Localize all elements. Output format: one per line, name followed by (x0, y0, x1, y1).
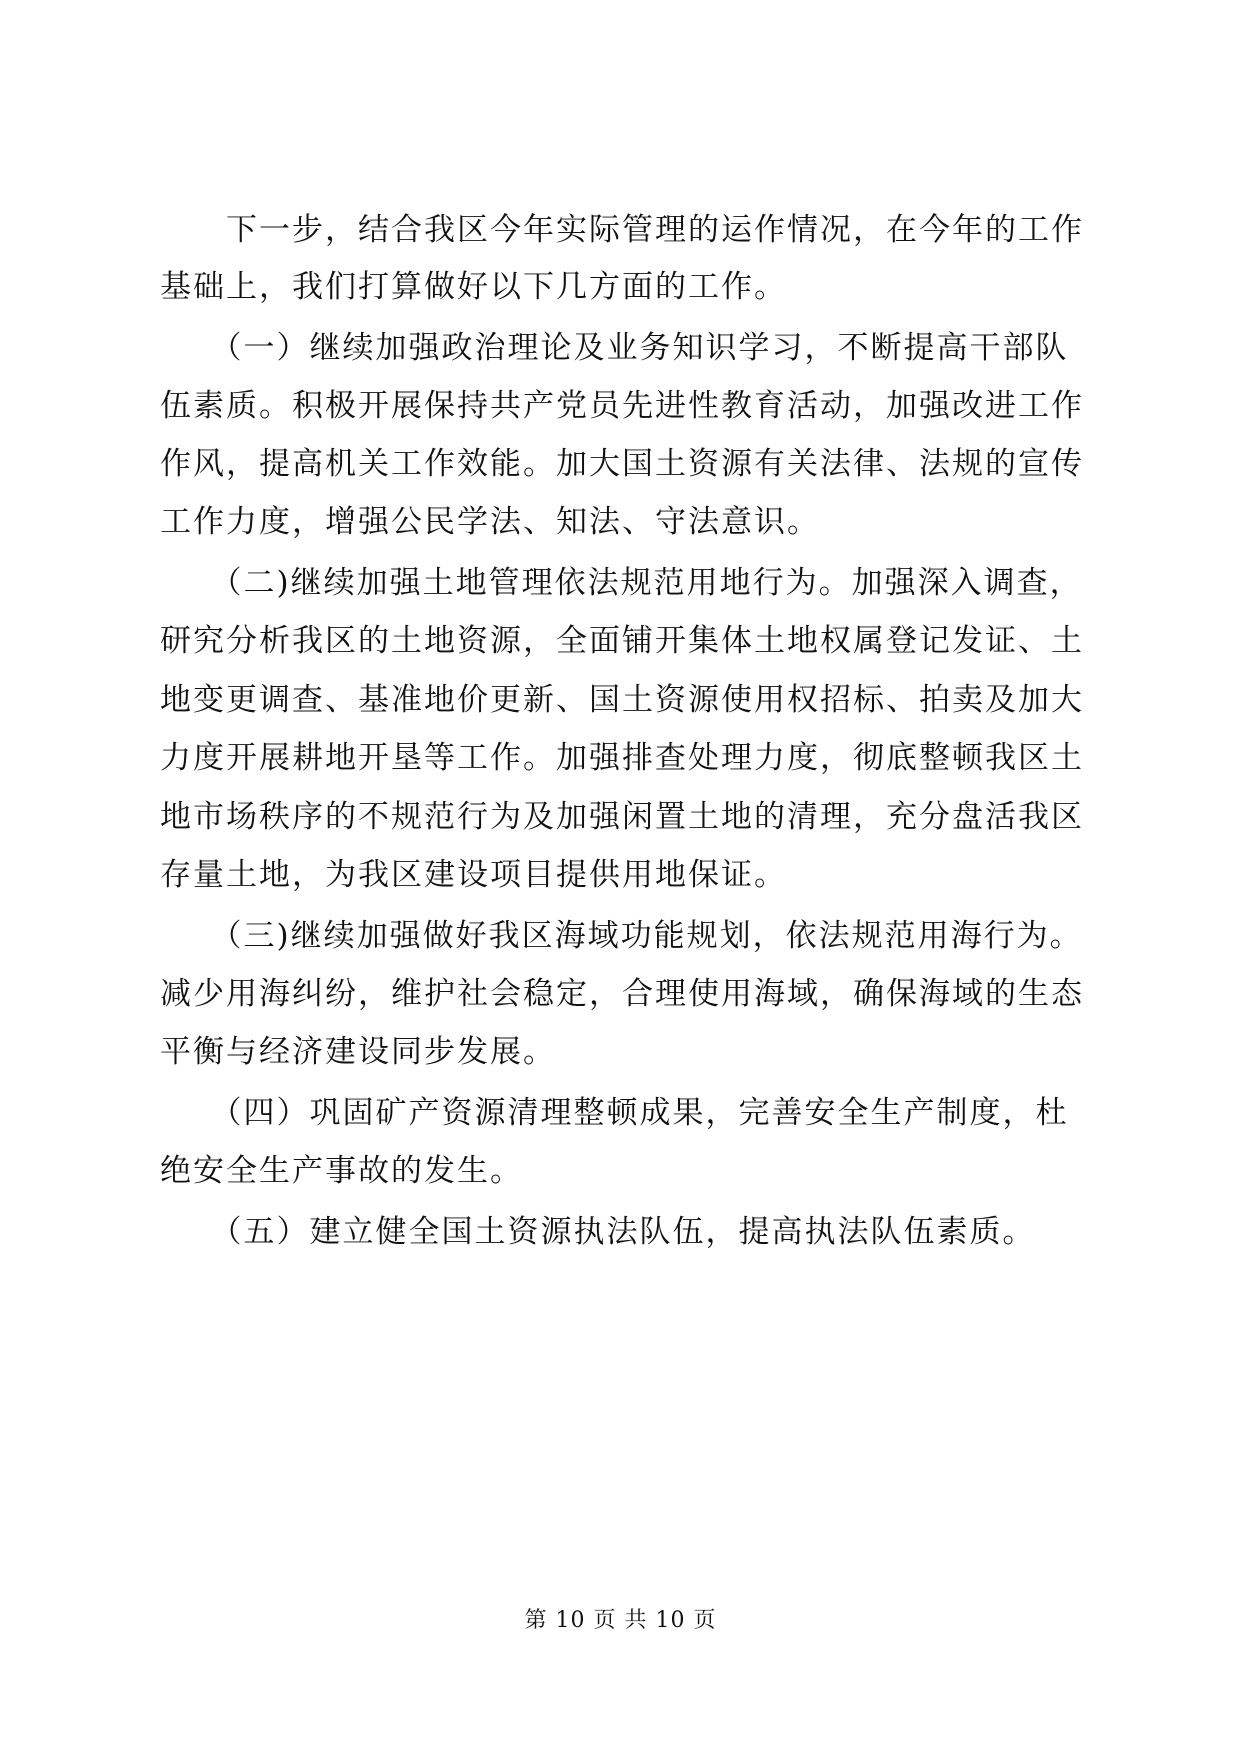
paragraph-4-line-2: 减少用海纠纷，维护社会稳定，合理使用海域，确保海域的生态 (160, 976, 1084, 1012)
paragraph-2-line-4: 工作力度，增强公民学法、知法、守法意识。 (160, 504, 820, 540)
paragraph-3-line-6: 存量土地，为我区建设项目提供用地保证。 (160, 857, 787, 893)
paragraph-1-line-1: 下一步，结合我区今年实际管理的运作情况，在今年的工作 (160, 212, 1084, 248)
paragraph-2-line-2: 伍素质。积极开展保持共产党员先进性教育活动，加强改进工作 (160, 388, 1084, 424)
paragraph-5-line-1: （四）巩固矿产资源清理整顿成果，完善安全生产制度，杜 (160, 1095, 1069, 1131)
paragraph-3-line-3: 地变更调查、基准地价更新、国土资源使用权招标、拍卖及加大 (160, 682, 1084, 718)
paragraph-3-line-2: 研究分析我区的土地资源，全面铺开集体土地权属登记发证、土 (160, 623, 1084, 659)
page-number-footer: 第 10 页 共 10 页 (524, 1608, 717, 1633)
paragraph-3-line-5: 地市场秩序的不规范行为及加强闲置土地的清理，充分盘活我区 (160, 799, 1084, 835)
paragraph-3-line-1: （二)继续加强土地管理依法规范用地行为。加强深入调查， (160, 565, 1083, 601)
paragraph-5-line-2: 绝安全生产事故的发生。 (160, 1153, 523, 1189)
paragraph-2-line-1: （一）继续加强政治理论及业务知识学习，不断提高干部队 (160, 330, 1069, 366)
paragraph-6-line-1: （五）建立健全国土资源执法队伍，提高执法队伍素质。 (160, 1214, 1036, 1250)
paragraph-3-line-4: 力度开展耕地开垦等工作。加强排查处理力度，彻底整顿我区土 (160, 740, 1084, 776)
paragraph-1-line-2: 基础上，我们打算做好以下几方面的工作。 (160, 269, 787, 305)
paragraph-4-line-3: 平衡与经济建设同步发展。 (160, 1034, 556, 1070)
paragraph-2-line-3: 作风，提高机关工作效能。加大国土资源有关法律、法规的宣传 (160, 446, 1084, 482)
paragraph-4-line-1: （三)继续加强做好我区海域功能规划，依法规范用海行为。 (160, 918, 1083, 954)
